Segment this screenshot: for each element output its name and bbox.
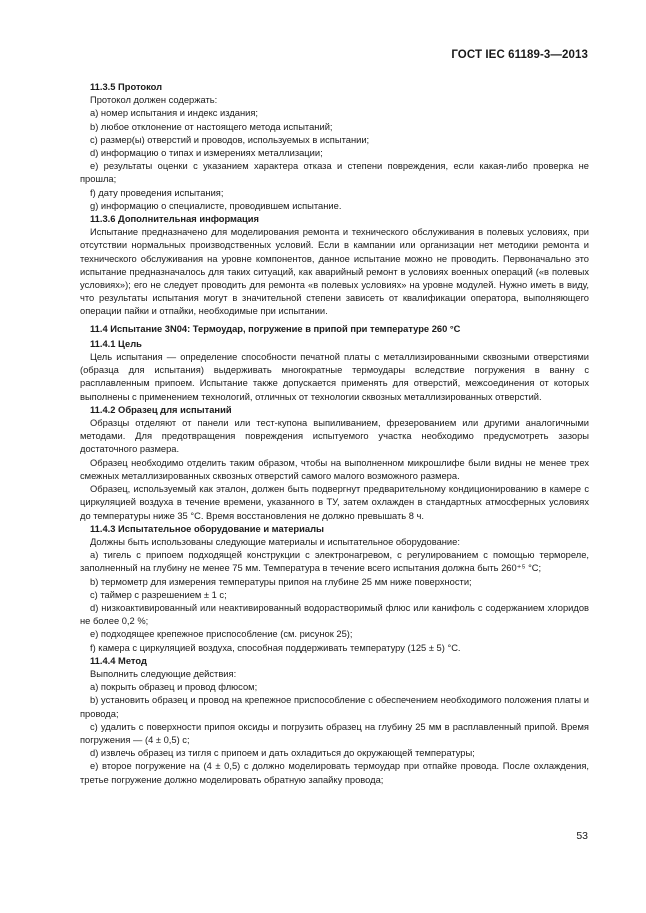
section-heading: 11.4.2 Образец для испытаний <box>90 404 232 415</box>
page-body <box>80 81 589 787</box>
paragraph: е) подходящее крепежное приспособление (см. рисунок 25); <box>90 629 353 640</box>
paragraph: е) второе погружение на (4 ± 0,5) с должно моделировать термоудар при отпайке провода. После охлаждения, третье погружение должно моделировать обратную запайку провода; <box>80 761 589 785</box>
page-number: 53 <box>576 830 588 842</box>
paragraph: Образец, используемый как эталон, должен быть подвергнут предварительному кондиционированию в камере с циркуляцией воздуха в течение времени, указанного в ТУ, затем охлажден в стандартных атмосферных условиях до температуры ниже 35 °С. Время восстановления не должно превышать 8 ч. <box>80 484 589 521</box>
paragraph: а) тигель с припоем подходящей конструкции с электронагревом, с регулированием с помощью термореле, заполненный на глубину не менее 75 мм. Температура в течение всего испытания должна быть 260⁺⁵ °С; <box>80 550 589 574</box>
paragraph: Испытание предназначено для моделирования ремонта и технического обслуживания в полевых условиях, при отсутствии нормальных производственных условий. Если в кампании или организации нет методики ремонта и технического обслуживания на уровне компонентов, данное испытание можно не проводить. Первоначально это испытание предназначалось для таких ситуаций, как аварийный ремонт в условиях военных операций («в полевых условиях»); его не следует проводить для ремонта «в полевых условиях» на уровне модулей. Нужно иметь в виду, что результаты испытания могут в значительной степени зависеть от квалификации оператора, выполняющего операции пайки и отпайки, необходимые при испытании. <box>80 227 589 317</box>
paragraph: Должны быть использованы следующие материалы и испытательное оборудование: <box>90 536 460 547</box>
section-heading: 11.4.4 Метод <box>90 655 147 666</box>
paragraph: Выполнить следующие действия: <box>90 668 237 679</box>
paragraph: с) таймер с разрешением ± 1 с; <box>90 589 227 600</box>
section-heading: 11.3.5 Протокол <box>90 82 163 92</box>
paragraph: а) покрыть образец и провод флюсом; <box>90 682 258 693</box>
paragraph: d) низкоактивированный или неактивированный водорастворимый флюс или канифоль с содержанием хлоридов не более 0,2 %; <box>80 602 589 627</box>
section-heading: 11.4.1 Цель <box>90 338 142 349</box>
paragraph: d) извлечь образец из тигля с припоем и дать охладиться до окружающей температуры; <box>90 748 475 759</box>
paragraph: Цель испытания — определение способности печатной платы с металлизированными сквозными отверстиями (образца для испытания) выдерживать многократные термоудары вследствие погружения в ванну с расплавленным припоем. Испытание также допускается применять для отверстий, межсоединения от которых выполнены с применением технологий, отличных от технологии сквозных металлизированных отверстий. <box>80 352 589 402</box>
paragraph: b) любое отклонение от настоящего метода испытаний; <box>90 121 333 132</box>
paragraph: а) номер испытания и индекс издания; <box>90 108 259 119</box>
paragraph: с) размер(ы) отверстий и проводов, используемых в испытании; <box>90 134 370 145</box>
paragraph: с) удалить с поверхности припоя оксиды и погрузить образец на глубину 25 мм в расплавленный припой. Время погружения — (4 ± 0,5) с; <box>80 721 589 745</box>
section-heading: 11.3.6 Дополнительная информация <box>90 214 259 225</box>
paragraph: g) информацию о специалисте, проводившем испытание. <box>90 200 342 211</box>
standard-header: ГОСТ IEC 61189-3—2013 <box>451 49 588 61</box>
paragraph: b) установить образец и провод на крепежное приспособление с обеспечением необходимого положения платы и провода; <box>80 695 589 719</box>
section-heading: 11.4 Испытание 3N04: Термоудар, погружение в припой при температуре 260 °С <box>90 323 461 334</box>
paragraph: f) камера с циркуляцией воздуха, способная поддерживать температуру (125 ± 5) °С. <box>90 642 461 653</box>
paragraph: е) результаты оценки с указанием характера отказа и степени повреждения, если какая-либо проверка не прошла; <box>80 161 589 185</box>
paragraph: f) дату проведения испытания; <box>90 187 224 198</box>
paragraph: b) термометр для измерения температуры припоя на глубине 25 мм ниже поверхности; <box>90 576 472 587</box>
paragraph: Образцы отделяют от панели или тест-купона выпиливанием, фрезерованием или другими аналогичными методами. Для предотвращения повреждения испытуемого участка необходимо предусмотреть зазоры достаточного размера. <box>80 418 589 455</box>
paragraph: Протокол должен содержать: <box>90 95 218 106</box>
section-heading: 11.4.3 Испытательное оборудование и материалы <box>90 523 324 534</box>
paragraph: d) информацию о типах и измерениях металлизации; <box>90 148 323 159</box>
paragraph: Образец необходимо отделить таким образом, чтобы на выполненном микрошлифе были видны не менее трех смежных металлизированных сквозных отверстий самого малого возможного размера. <box>80 457 589 481</box>
